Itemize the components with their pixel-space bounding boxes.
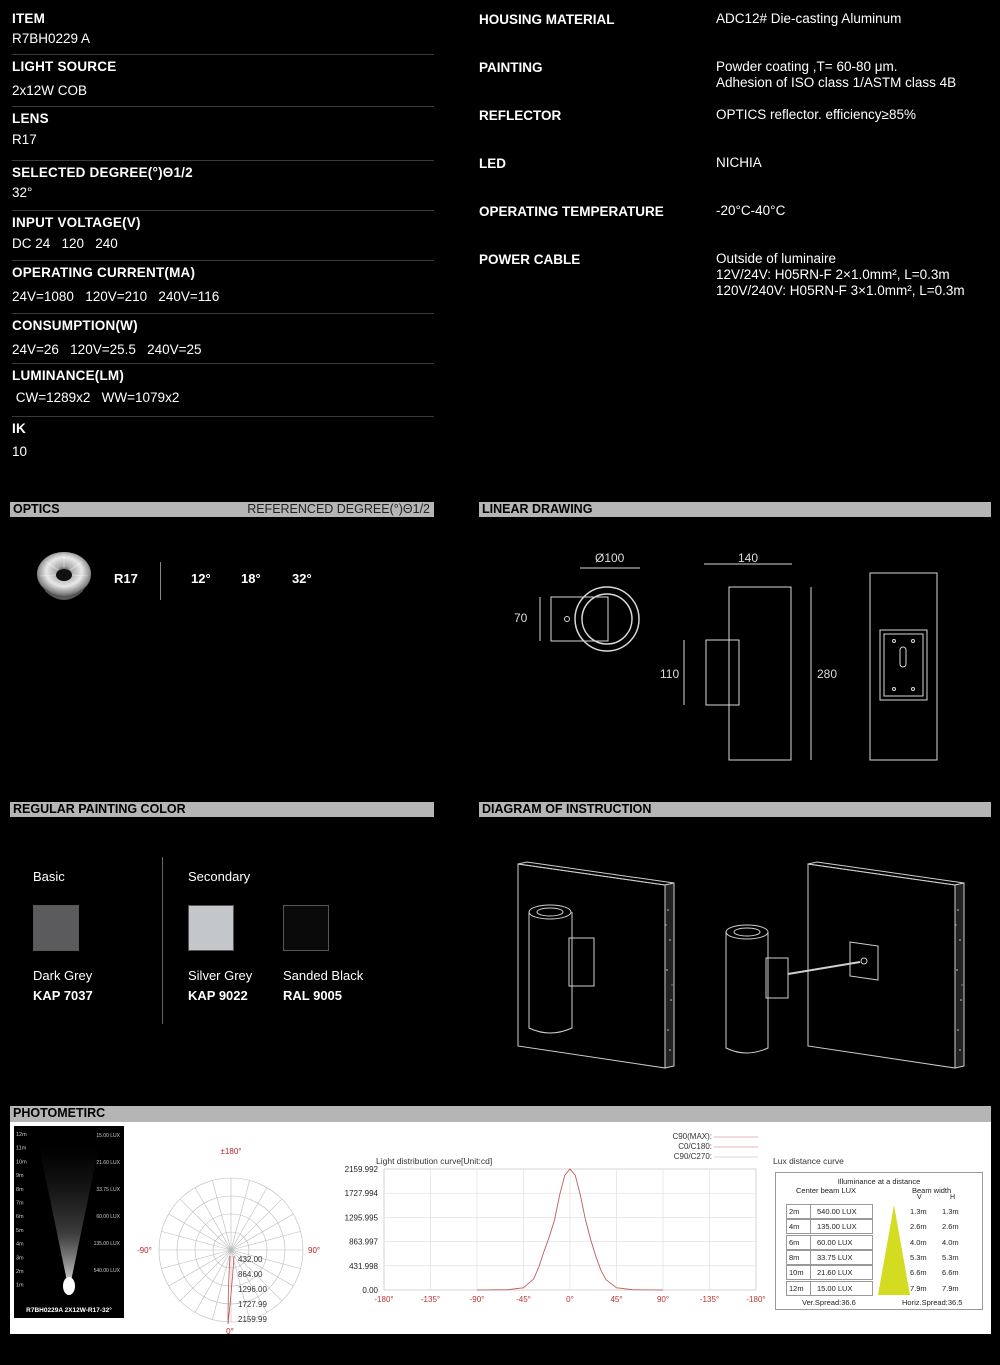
optics-header-right: REFERENCED DEGREE(°)Θ1/2 xyxy=(247,502,430,516)
basic-label: Basic xyxy=(33,869,65,884)
lux-row-h: 7.9m xyxy=(942,1283,959,1293)
lux-row-lux: 135.00 LUX xyxy=(817,1222,857,1232)
spec-key: OPERATING CURRENT(MA) xyxy=(12,265,196,280)
spec-key: PAINTING xyxy=(479,60,543,75)
lux-row-lux: 540.00 LUX xyxy=(817,1207,857,1216)
chart-title: Light distribution curve[Unit:cd] xyxy=(376,1156,493,1166)
lux-row-distance: 6m xyxy=(789,1237,800,1247)
x-tick-label: 90° xyxy=(656,1295,670,1304)
dim-70: 70 xyxy=(514,611,528,625)
x-tick-label: -135° xyxy=(699,1295,720,1304)
spec-value: R7BH0229 A xyxy=(12,31,91,46)
spec-key: LUMINANCE(LM) xyxy=(12,368,125,383)
spec-row xyxy=(12,111,434,161)
lux-col-h: H xyxy=(950,1194,956,1201)
x-tick-label: -180° xyxy=(746,1295,766,1304)
light-distribution-chart xyxy=(326,1165,766,1316)
spec-value: OPTICS reflector. efficiency≥85% xyxy=(716,107,916,122)
cone-lux-label: 60.00 LUX xyxy=(96,1214,120,1220)
cone-distance-label: 1m xyxy=(16,1282,24,1289)
cone-lux-label: 21.60 LUX xyxy=(96,1160,120,1166)
polar-top-label: ±180° xyxy=(220,1147,242,1156)
painting-header: REGULAR PAINTING COLOR xyxy=(10,802,434,817)
spec-value: 32° xyxy=(12,185,33,200)
spec-value: 24V=1080 120V=210 240V=116 xyxy=(12,289,220,304)
y-tick-label: 431.998 xyxy=(349,1261,378,1271)
lux-row-lux: 60.00 LUX xyxy=(817,1237,853,1247)
polar-radial-label: 1727.99 xyxy=(238,1300,267,1309)
spec-value: ADC12# Die-casting Aluminum xyxy=(716,11,902,26)
cone-distance-label: 3m xyxy=(16,1255,24,1262)
lux-table-title: Illuminance at a distance xyxy=(837,1177,921,1186)
spec-key: REFLECTOR xyxy=(479,108,562,123)
legend-lines xyxy=(712,1132,762,1166)
legend-item: C0/C180: xyxy=(678,1142,712,1151)
ver-spread: Ver.Spread:36.6 xyxy=(802,1298,856,1307)
color-name: Dark Grey xyxy=(33,968,93,983)
lux-row-v: 7.9m xyxy=(910,1283,927,1293)
lux-row-v: 2.6m xyxy=(910,1222,927,1232)
y-tick-label: 1295.995 xyxy=(344,1213,378,1223)
color-code: KAP 7037 xyxy=(33,988,93,1003)
color-code: RAL 9005 xyxy=(283,988,343,1003)
polar-left-label: -90° xyxy=(137,1246,152,1255)
lux-row-h: 4.0m xyxy=(942,1237,959,1247)
lens-name: R17 xyxy=(114,571,138,586)
lux-row-lux: 21.60 LUX xyxy=(817,1268,853,1278)
secondary-label: Secondary xyxy=(188,869,251,884)
spec-key: ITEM xyxy=(12,11,46,26)
spec-key: LENS xyxy=(12,111,49,126)
cone-distance-label: 9m xyxy=(16,1173,24,1180)
legend-item: C90/C270: xyxy=(673,1152,712,1161)
spec-value: DC 24 120 240 xyxy=(12,236,118,251)
spec-row xyxy=(12,215,434,261)
y-tick-label: 2159.992 xyxy=(344,1165,378,1174)
lux-row-h: 6.6m xyxy=(942,1268,959,1278)
lux-row-v: 1.3m xyxy=(910,1207,927,1216)
lux-row-lux: 33.75 LUX xyxy=(817,1252,853,1262)
cone-lux-label: 540.00 LUX xyxy=(93,1268,120,1274)
spec-row xyxy=(12,318,434,364)
x-tick-label: 45° xyxy=(610,1295,623,1304)
side-body xyxy=(729,587,791,760)
lux-row-v: 6.6m xyxy=(910,1268,927,1278)
photometric-header: PHOTOMETIRC xyxy=(10,1106,991,1122)
photometric-panel xyxy=(10,1122,991,1334)
dim-110: 110 xyxy=(660,667,680,681)
color-swatch-sanded-black xyxy=(283,905,329,951)
y-tick-label: 1727.994 xyxy=(344,1189,378,1199)
lux-row-h: 2.6m xyxy=(942,1222,959,1232)
degree-option-12: 12° xyxy=(191,571,211,586)
instruction-diagram xyxy=(500,850,970,1080)
spec-key: HOUSING MATERIAL xyxy=(479,12,615,27)
spec-key: LED xyxy=(479,156,506,171)
lux-col-v: V xyxy=(917,1194,922,1201)
spec-key: OPERATING TEMPERATURE xyxy=(479,204,664,219)
x-tick-label: -90° xyxy=(469,1295,485,1304)
lux-title: Lux distance curve xyxy=(773,1156,844,1166)
optics-header-label: OPTICS xyxy=(13,502,60,516)
y-tick-label: 863.997 xyxy=(349,1237,378,1247)
cone-lux-label: 135.00 LUX xyxy=(93,1241,120,1247)
spec-value: 24V=26 120V=25.5 240V=25 xyxy=(12,342,202,357)
lux-row-v: 5.3m xyxy=(910,1252,927,1262)
dim-140: 140 xyxy=(738,551,759,565)
spec-key: CONSUMPTION(W) xyxy=(12,318,138,333)
spec-value: NICHIA xyxy=(716,155,762,170)
spec-row xyxy=(12,368,434,417)
polar-radial-label: 864.00 xyxy=(238,1270,263,1279)
cone-distance-label: 4m xyxy=(16,1241,24,1248)
x-tick-label: -45° xyxy=(516,1295,531,1304)
degree-option-32: 32° xyxy=(292,571,312,586)
spec-value: Powder coating ,T= 60-80 μm. Adhesion of ISO class 1/ASTM class 4B xyxy=(716,59,957,90)
lux-row-h: 5.3m xyxy=(942,1252,959,1262)
cone-distance-label: 7m xyxy=(16,1200,24,1207)
lux-row-distance: 12m xyxy=(789,1283,804,1293)
dim-diameter: Ø100 xyxy=(595,551,625,565)
lux-row-h: 1.3m xyxy=(942,1207,959,1216)
x-tick-label: 0° xyxy=(566,1295,574,1304)
lux-row-v: 4.0m xyxy=(910,1237,927,1247)
spec-key: INPUT VOLTAGE(V) xyxy=(12,215,141,230)
color-code: KAP 9022 xyxy=(188,988,248,1003)
lux-row-distance: 10m xyxy=(789,1268,804,1278)
cone-distance-label: 5m xyxy=(16,1227,24,1234)
x-tick-label: -135° xyxy=(420,1295,441,1304)
lux-table xyxy=(775,1172,983,1310)
reflector-icon xyxy=(34,548,94,608)
cone-distance-label: 12m xyxy=(16,1132,27,1138)
side-bracket xyxy=(706,640,739,705)
spec-row xyxy=(12,11,434,55)
color-name: Sanded Black xyxy=(283,968,364,983)
x-tick-label: -180° xyxy=(374,1295,394,1304)
lux-cone-icon xyxy=(874,1203,914,1295)
lux-row-lux: 15.00 LUX xyxy=(817,1283,853,1293)
optics-divider xyxy=(160,562,161,600)
cone-distance-label: 6m xyxy=(16,1214,24,1221)
legend-item: C90(MAX): xyxy=(672,1132,712,1141)
color-name: Silver Grey xyxy=(188,968,253,983)
lux-col-center: Center beam LUX xyxy=(796,1186,857,1195)
spec-key: LIGHT SOURCE xyxy=(12,59,117,74)
polar-radial-label: 1296.00 xyxy=(238,1285,267,1294)
lux-col-beam: Beam width xyxy=(912,1186,952,1195)
spec-value: CW=1289x2 WW=1079x2 xyxy=(12,390,180,405)
beam-cone-panel xyxy=(14,1126,124,1318)
cone-lux-label: 15.00 LUX xyxy=(96,1133,120,1139)
polar-radial-label: 432.00 xyxy=(238,1255,263,1264)
polar-right-label: 90° xyxy=(308,1246,321,1255)
cone-caption: R7BH0229A 2X12W-R17-32° xyxy=(26,1307,112,1314)
spec-key: SELECTED DEGREE(°)Θ1/2 xyxy=(12,165,193,180)
spec-value: 10 xyxy=(12,444,28,459)
hor-spread: Horiz.Spread:36.5 xyxy=(902,1298,963,1307)
spec-row xyxy=(12,421,434,465)
spec-value: -20°C-40°C xyxy=(716,203,786,218)
degree-option-18: 18° xyxy=(241,571,261,586)
cone-distance-label: 8m xyxy=(16,1186,24,1193)
lux-row-distance: 2m xyxy=(789,1207,800,1216)
instruction-header: DIAGRAM OF INSTRUCTION xyxy=(479,802,991,817)
spec-value: R17 xyxy=(12,132,37,147)
spec-key: IK xyxy=(12,421,26,436)
chart-legend xyxy=(630,1132,712,1162)
lux-row-distance: 8m xyxy=(789,1252,800,1262)
polar-radial-label: 2159.99 xyxy=(238,1315,267,1324)
polar-diagram xyxy=(132,1142,322,1336)
linear-drawing xyxy=(500,540,970,770)
spec-value: 2x12W COB xyxy=(12,83,88,98)
spec-key: POWER CABLE xyxy=(479,252,581,267)
polar-bottom-label: 0° xyxy=(226,1327,234,1336)
spec-row xyxy=(12,165,434,211)
cone-lux-label: 33.75 LUX xyxy=(96,1187,120,1193)
dim-280: 280 xyxy=(817,667,838,681)
y-tick-label: 0.00 xyxy=(362,1286,378,1295)
color-swatch-dark-grey xyxy=(33,905,79,951)
spec-value: Outside of luminaire 12V/24V: H05RN-F 2×1.0mm², L=0.3m 120V/240V: H05RN-F 3×1.0mm², L=0.3m xyxy=(716,251,965,298)
cone-distance-label: 11m xyxy=(16,1145,27,1152)
color-swatch-silver-grey xyxy=(188,905,234,951)
linear-header: LINEAR DRAWING xyxy=(479,502,991,517)
cone-distance-label: 2m xyxy=(16,1269,24,1275)
spec-row xyxy=(12,265,434,314)
spec-row xyxy=(12,59,434,107)
optics-header xyxy=(10,502,434,517)
lux-row-distance: 4m xyxy=(789,1222,800,1232)
cone-distance-label: 10m xyxy=(16,1159,27,1166)
painting-divider xyxy=(162,857,163,1024)
